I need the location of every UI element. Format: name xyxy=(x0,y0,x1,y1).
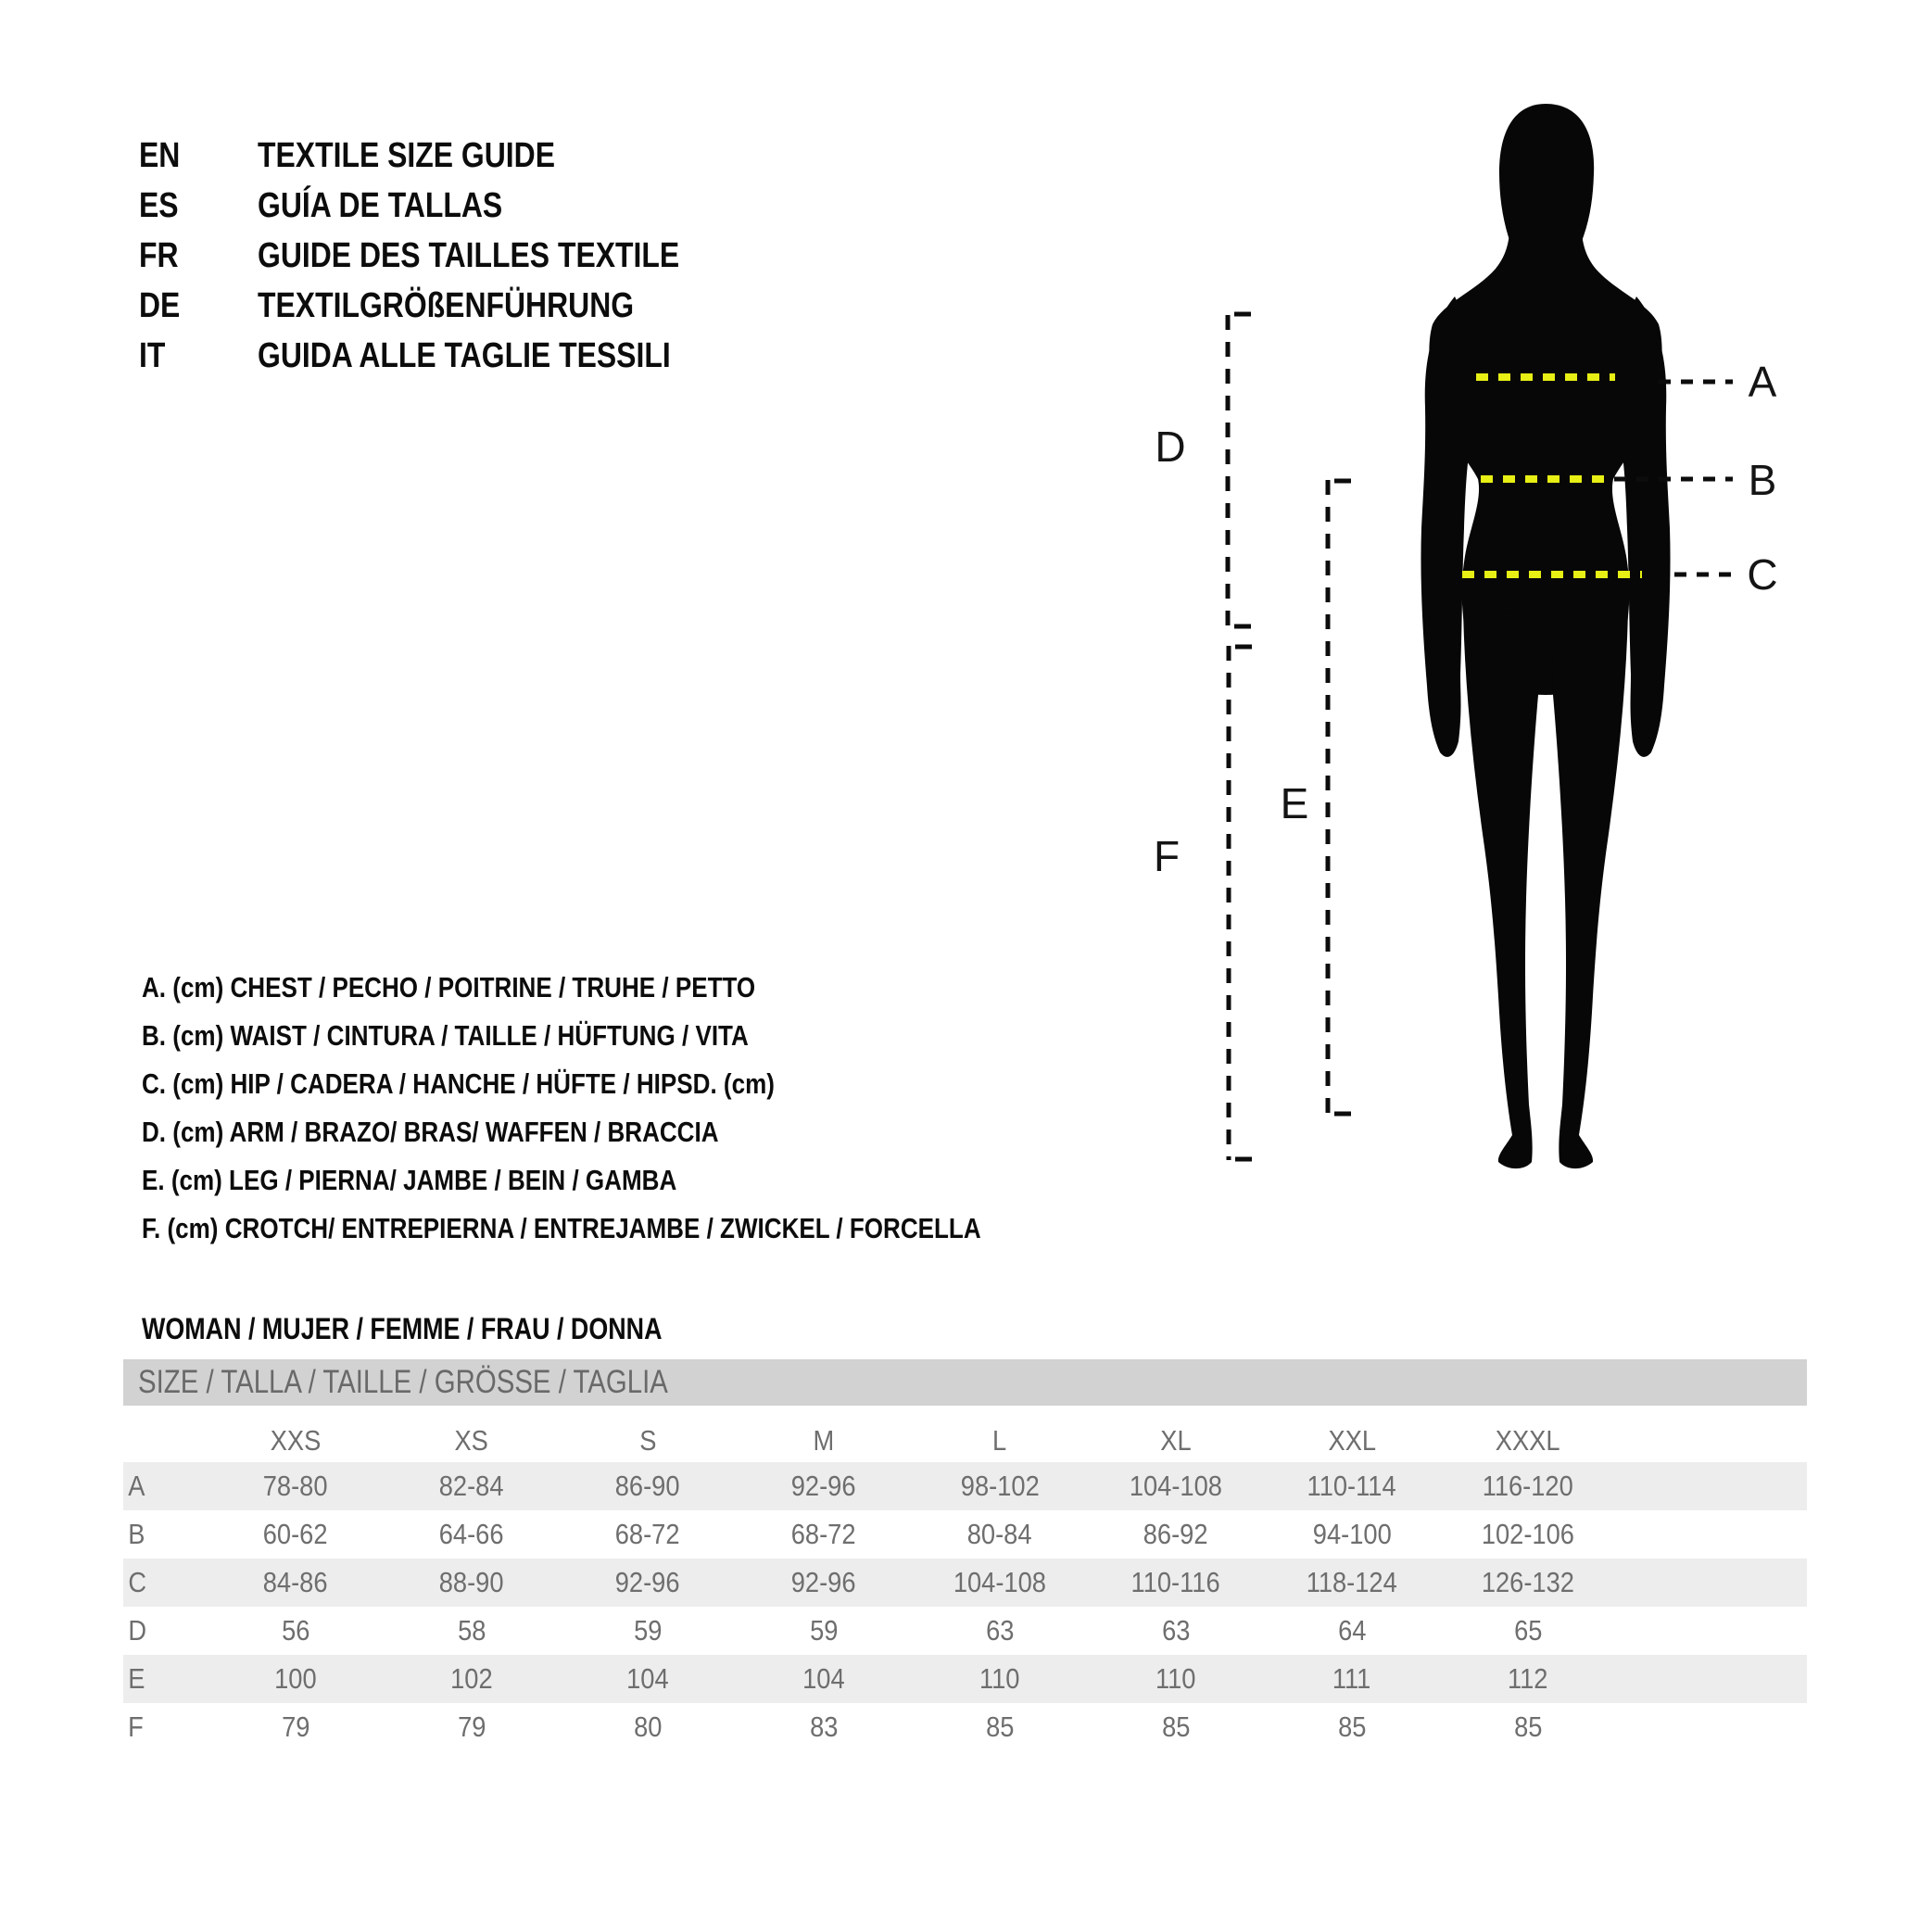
size-value-text: 79 xyxy=(457,1710,486,1743)
size-value-cell xyxy=(912,1518,1088,1551)
size-value-cell xyxy=(384,1470,560,1503)
language-code xyxy=(139,281,188,331)
language-title xyxy=(258,281,705,331)
legend-line-text: C. (cm) HIP / CADERA / HANCHE / HÜFTE / HIPSD. (cm) xyxy=(142,1067,775,1100)
language-row xyxy=(139,131,973,181)
measure-label-crotch: F xyxy=(1153,832,1181,880)
language-title-text: GUIDE DES TAILLES TEXTILE xyxy=(258,236,680,275)
size-table-row xyxy=(123,1510,1807,1559)
size-column-header xyxy=(736,1424,912,1458)
size-column-header-text: XXXL xyxy=(1496,1424,1560,1457)
size-value-text: 63 xyxy=(1161,1614,1191,1647)
size-value-text: 102 xyxy=(450,1662,493,1695)
measure-label-hip: C xyxy=(1747,550,1778,599)
size-value-text: 85 xyxy=(1337,1710,1367,1743)
legend-line xyxy=(142,1205,1141,1253)
size-column-header-text: M xyxy=(813,1424,835,1457)
size-table-header-row xyxy=(123,1420,1807,1462)
size-value-cell xyxy=(736,1518,912,1551)
size-header-bar xyxy=(123,1359,1807,1406)
size-value-cell xyxy=(736,1566,912,1599)
language-row xyxy=(139,231,973,281)
size-value-cell xyxy=(384,1518,560,1551)
size-value-cell xyxy=(1264,1470,1440,1503)
size-table-row xyxy=(123,1559,1807,1607)
size-value-cell xyxy=(208,1518,384,1551)
size-value-cell xyxy=(560,1710,736,1744)
size-row-label-text: B xyxy=(128,1518,145,1550)
size-value-text: 80-84 xyxy=(967,1518,1032,1550)
size-value-cell xyxy=(1088,1470,1264,1503)
language-list xyxy=(139,131,973,381)
measure-label-waist: B xyxy=(1748,456,1777,504)
size-value-cell xyxy=(912,1470,1088,1503)
size-value-cell xyxy=(736,1470,912,1503)
size-row-label xyxy=(123,1518,208,1551)
size-column-header xyxy=(1440,1424,1616,1458)
size-value-text: 85 xyxy=(1161,1710,1191,1743)
size-row-label-text: F xyxy=(128,1710,144,1743)
size-value-text: 58 xyxy=(457,1614,486,1647)
size-value-text: 118-124 xyxy=(1306,1566,1398,1598)
size-value-cell xyxy=(1088,1614,1264,1647)
size-value-text: 68-72 xyxy=(615,1518,680,1550)
size-value-cell xyxy=(1264,1566,1440,1599)
legend-line xyxy=(142,1060,1141,1108)
size-value-cell xyxy=(1088,1662,1264,1696)
language-code xyxy=(139,181,186,231)
language-row xyxy=(139,281,973,331)
size-value-text: 102-106 xyxy=(1481,1518,1575,1550)
size-value-text: 110-114 xyxy=(1307,1470,1397,1502)
language-row xyxy=(139,181,973,231)
language-title xyxy=(258,131,612,181)
gender-title xyxy=(142,1313,761,1344)
size-column-header-text: XXL xyxy=(1328,1424,1376,1457)
size-value-cell xyxy=(1264,1518,1440,1551)
size-value-text: 126-132 xyxy=(1481,1566,1575,1598)
size-value-text: 59 xyxy=(633,1614,663,1647)
size-value-text: 112 xyxy=(1508,1662,1548,1695)
language-code-text: FR xyxy=(139,236,179,275)
size-column-header-text: XL xyxy=(1160,1424,1192,1457)
legend-line-text: B. (cm) WAIST / CINTURA / TAILLE / HÜFTUNG / VITA xyxy=(142,1019,749,1052)
legend-line-text: E. (cm) LEG / PIERNA/ JAMBE / BEIN / GAMBA xyxy=(142,1164,677,1196)
size-value-text: 86-90 xyxy=(615,1470,680,1502)
size-table-row xyxy=(123,1655,1807,1703)
body-measurement-diagram xyxy=(1149,93,1932,1251)
size-value-cell xyxy=(384,1662,560,1696)
language-title-text: TEXTILE SIZE GUIDE xyxy=(258,136,556,175)
size-value-text: 98-102 xyxy=(960,1470,1040,1502)
size-column-header xyxy=(560,1424,736,1458)
size-value-text: 63 xyxy=(985,1614,1015,1647)
size-column-header-text: XXS xyxy=(270,1424,322,1457)
measure-label-chest: A xyxy=(1748,358,1777,406)
size-value-text: 100 xyxy=(274,1662,317,1695)
size-row-label xyxy=(123,1662,208,1696)
size-row-label xyxy=(123,1710,208,1744)
size-table-row xyxy=(123,1462,1807,1510)
legend-line xyxy=(142,964,1141,1012)
size-value-text: 83 xyxy=(809,1710,839,1743)
size-row-label-text: C xyxy=(128,1566,147,1598)
size-value-text: 92-96 xyxy=(791,1566,856,1598)
size-value-cell xyxy=(208,1566,384,1599)
size-value-text: 64 xyxy=(1337,1614,1367,1647)
size-value-text: 104-108 xyxy=(1129,1470,1223,1502)
language-title-text: TEXTILGRÖßENFÜHRUNG xyxy=(258,286,635,325)
size-value-text: 60-62 xyxy=(263,1518,328,1550)
legend-line-text: F. (cm) CROTCH/ ENTREPIERNA / ENTREJAMBE / ZWICKEL / FORCELLA xyxy=(142,1212,981,1244)
language-row xyxy=(139,331,973,381)
size-column-header xyxy=(912,1424,1088,1458)
size-value-cell xyxy=(560,1614,736,1647)
size-column-header-text: S xyxy=(638,1424,657,1457)
language-code xyxy=(139,331,170,381)
size-row-label-text: E xyxy=(128,1662,145,1695)
size-column-header xyxy=(208,1424,384,1458)
size-value-cell xyxy=(912,1566,1088,1599)
size-value-cell xyxy=(1088,1566,1264,1599)
size-value-cell xyxy=(1264,1614,1440,1647)
size-value-text: 56 xyxy=(281,1614,310,1647)
language-code xyxy=(139,131,188,181)
size-value-text: 85 xyxy=(985,1710,1015,1743)
language-code-text: IT xyxy=(139,336,166,375)
language-title xyxy=(258,181,549,231)
size-value-cell xyxy=(208,1470,384,1503)
size-table-row xyxy=(123,1607,1807,1655)
size-value-cell xyxy=(384,1566,560,1599)
size-row-label-text: A xyxy=(128,1470,145,1502)
size-value-text: 82-84 xyxy=(439,1470,504,1502)
legend-line xyxy=(142,1108,1141,1156)
size-value-text: 104 xyxy=(626,1662,669,1695)
size-row-label-text: D xyxy=(128,1614,147,1647)
size-value-cell xyxy=(208,1662,384,1696)
language-code xyxy=(139,231,186,281)
size-row-label xyxy=(123,1566,208,1599)
size-value-cell xyxy=(208,1710,384,1744)
size-value-text: 85 xyxy=(1513,1710,1543,1743)
size-value-text: 110-116 xyxy=(1130,1566,1221,1598)
size-value-cell xyxy=(912,1662,1088,1696)
legend-line xyxy=(142,1012,1141,1060)
measurement-legend xyxy=(142,964,1141,1253)
size-row-label xyxy=(123,1614,208,1647)
size-value-cell xyxy=(1440,1662,1616,1696)
size-row-label xyxy=(123,1470,208,1503)
legend-line-text: D. (cm) ARM / BRAZO/ BRAS/ WAFFEN / BRACCIA xyxy=(142,1116,719,1148)
size-value-cell xyxy=(560,1566,736,1599)
size-column-header xyxy=(384,1424,560,1458)
size-value-cell xyxy=(1440,1518,1616,1551)
size-value-text: 111 xyxy=(1332,1662,1371,1695)
figure-right-leg xyxy=(1552,609,1628,1168)
language-code-text: ES xyxy=(139,186,179,225)
size-value-text: 88-90 xyxy=(439,1566,504,1598)
legend-line xyxy=(142,1156,1141,1205)
size-value-text: 94-100 xyxy=(1312,1518,1392,1550)
size-value-cell xyxy=(912,1614,1088,1647)
measure-label-arm: D xyxy=(1155,423,1186,471)
size-value-cell xyxy=(1440,1614,1616,1647)
size-value-text: 65 xyxy=(1513,1614,1543,1647)
language-title-text: GUIDA ALLE TAGLIE TESSILI xyxy=(258,336,671,375)
size-value-cell xyxy=(208,1614,384,1647)
size-value-text: 110 xyxy=(979,1662,1020,1695)
language-title xyxy=(258,231,760,281)
size-value-cell xyxy=(1088,1710,1264,1744)
size-column-header-text: L xyxy=(992,1424,1007,1457)
size-column-header xyxy=(1088,1424,1264,1458)
size-value-cell xyxy=(1440,1710,1616,1744)
size-value-cell xyxy=(384,1614,560,1647)
size-column-header-text: XS xyxy=(454,1424,489,1457)
size-value-cell xyxy=(560,1470,736,1503)
size-value-text: 104 xyxy=(802,1662,845,1695)
size-value-text: 79 xyxy=(281,1710,310,1743)
size-value-cell xyxy=(1088,1518,1264,1551)
measure-label-leg: E xyxy=(1280,779,1309,827)
size-value-cell xyxy=(736,1710,912,1744)
size-value-cell xyxy=(736,1614,912,1647)
language-code-text: DE xyxy=(139,286,181,325)
size-value-cell xyxy=(384,1710,560,1744)
size-value-cell xyxy=(912,1710,1088,1744)
size-value-cell xyxy=(560,1518,736,1551)
size-value-text: 92-96 xyxy=(791,1470,856,1502)
size-value-text: 84-86 xyxy=(263,1566,328,1598)
size-table xyxy=(123,1420,1807,1751)
size-value-cell xyxy=(736,1662,912,1696)
size-value-text: 86-92 xyxy=(1143,1518,1208,1550)
size-value-cell xyxy=(1264,1710,1440,1744)
legend-line-text: A. (cm) CHEST / PECHO / POITRINE / TRUHE / PETTO xyxy=(142,971,756,1003)
gender-title-text: WOMAN / MUJER / FEMME / FRAU / DONNA xyxy=(142,1312,663,1345)
size-value-text: 68-72 xyxy=(791,1518,856,1550)
size-value-text: 116-120 xyxy=(1482,1470,1574,1502)
size-column-header xyxy=(1264,1424,1440,1458)
language-title xyxy=(258,331,750,381)
size-value-text: 110 xyxy=(1155,1662,1196,1695)
size-header-label: SIZE / TALLA / TAILLE / GRÖSSE / TAGLIA xyxy=(138,1364,668,1400)
size-value-text: 80 xyxy=(633,1710,663,1743)
language-title-text: GUÍA DE TALLAS xyxy=(258,186,503,225)
size-value-text: 92-96 xyxy=(615,1566,680,1598)
figure-left-leg xyxy=(1463,609,1539,1168)
size-value-text: 59 xyxy=(809,1614,839,1647)
size-value-text: 78-80 xyxy=(263,1470,328,1502)
language-code-text: EN xyxy=(139,136,181,175)
size-value-cell xyxy=(1440,1566,1616,1599)
size-value-text: 64-66 xyxy=(439,1518,504,1550)
size-value-text: 104-108 xyxy=(953,1566,1047,1598)
size-table-row xyxy=(123,1703,1807,1751)
size-value-cell xyxy=(560,1662,736,1696)
size-value-cell xyxy=(1264,1662,1440,1696)
size-value-cell xyxy=(1440,1470,1616,1503)
